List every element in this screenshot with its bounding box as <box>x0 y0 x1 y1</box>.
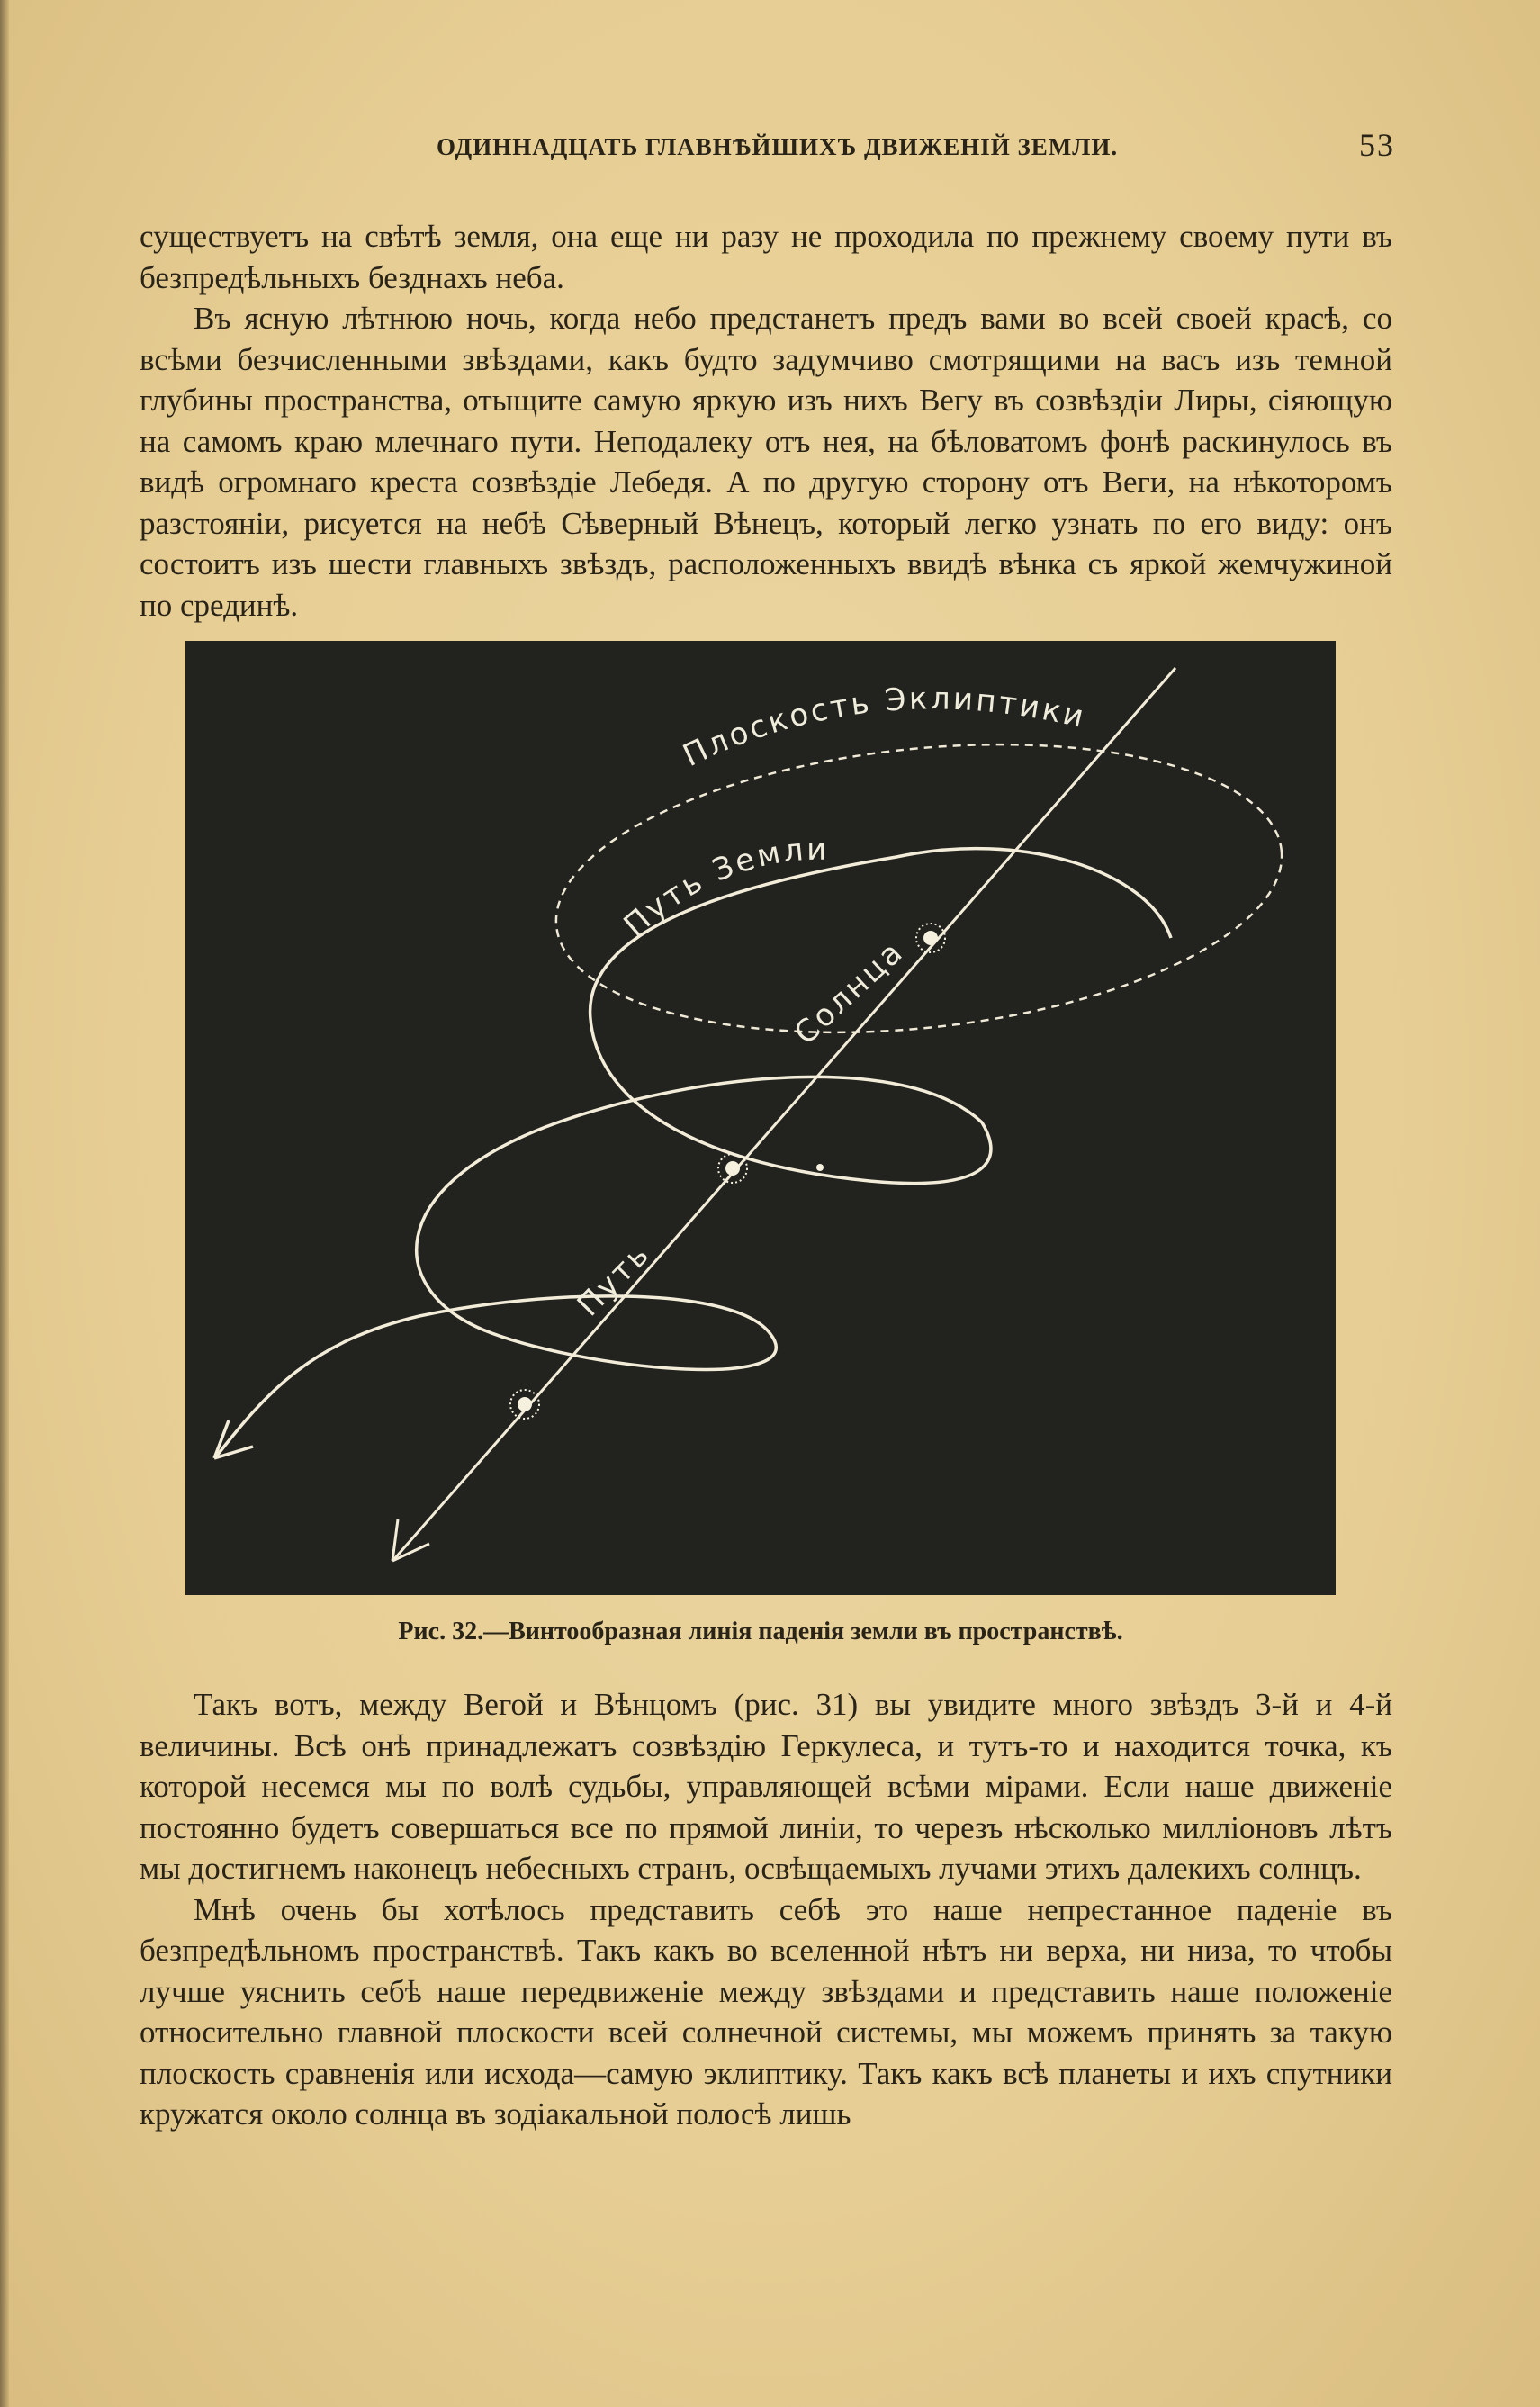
text-block-bottom <box>140 1684 1392 2135</box>
page-number: 53 <box>1359 127 1395 163</box>
label-ecliptic-plane: Плоскость Эклиптики <box>677 681 1090 774</box>
sun-marker-bottom <box>510 1390 539 1419</box>
figure-illustration <box>185 641 1336 1595</box>
running-head-title: ОДИННАДЦАТЬ ГЛАВНѢЙШИХЪ ДВИЖЕНІЙ ЗЕМЛИ. <box>437 133 1119 160</box>
text-block-top <box>140 216 1392 626</box>
figure-caption: Рис. 32.—Винтообразная линія паденія земли въ пространствѣ. <box>398 1618 1123 1645</box>
paragraph: Мнѣ очень бы хотѣлось представить себѣ это наше непрестанное паденіе въ безпредѣльномъ пространствѣ. Такъ какъ во вселенной нѣтъ ни верха, ни низа, то чтобы лучше уяснить себѣ наше передвиженіе между звѣздами и представить наше положеніе относительно главной плоскости всей солнечной системы, мы можемъ принять за такую плоскость сравненія или исхода—самую эклиптику. Такъ какъ всѣ планеты и ихъ спутники кружатся около солнца въ зодіакальной полосѣ лишь <box>140 1891 1392 2132</box>
paragraph: Такъ вотъ, между Вегой и Вѣнцомъ (рис. 31) вы увидите много звѣздъ 3-й и 4-й величины. Всѣ онѣ принадлежатъ созвѣздію Геркулеса, и тутъ-то и находится точка, къ которой несемся мы по волѣ судьбы, управляющей всѣми мірами. Если наше движеніе постоянно будетъ совершаться все по прямой линіи, то черезъ нѣсколько милліоновъ лѣтъ мы достигнемъ наконецъ небесныхъ странъ, освѣщаемыхъ лучами этихъ далекихъ солнцъ. <box>140 1687 1392 1886</box>
label-earth-path: Путь Земли <box>617 831 830 944</box>
running-head <box>135 126 1395 171</box>
sun-path-line <box>394 668 1175 1559</box>
label-path: Путь <box>570 1235 658 1324</box>
paragraph: Въ ясную лѣтнюю ночь, когда небо предстанетъ предъ вами во всей своей красѣ, со всѣми безчисленными звѣздами, какъ будто задумчиво смотрящими на васъ изъ темной глубины пространства, отыщите самую яркую изъ нихъ Вегу въ созвѣздіи Лиры, сіяющую на самомъ краю млечнаго пути. Неподалеку отъ нея, на бѣловатомъ фонѣ раскинулось въ видѣ огромнаго креста созвѣздіе Лебедя. А по другую сторону отъ Веги, на нѣкоторомъ разстояніи, рисуется на небѣ Сѣверный Вѣнецъ, который легко узнать по его виду: онъ состоитъ изъ шести главныхъ звѣздъ, расположенныхъ ввидѣ вѣнка съ яркой жемчужиной по срединѣ. <box>140 301 1392 623</box>
paragraph-continued: существуетъ на свѣтѣ земля, она еще ни разу не проходила по прежнему своему пути въ безпредѣльныхъ безднахъ неба. <box>140 219 1392 295</box>
figure-helical-path <box>185 641 1336 1595</box>
binding-edge <box>0 0 9 2407</box>
label-sun: Солнца <box>787 933 912 1052</box>
star-dot <box>816 1164 824 1171</box>
helix-path <box>217 849 1171 1456</box>
